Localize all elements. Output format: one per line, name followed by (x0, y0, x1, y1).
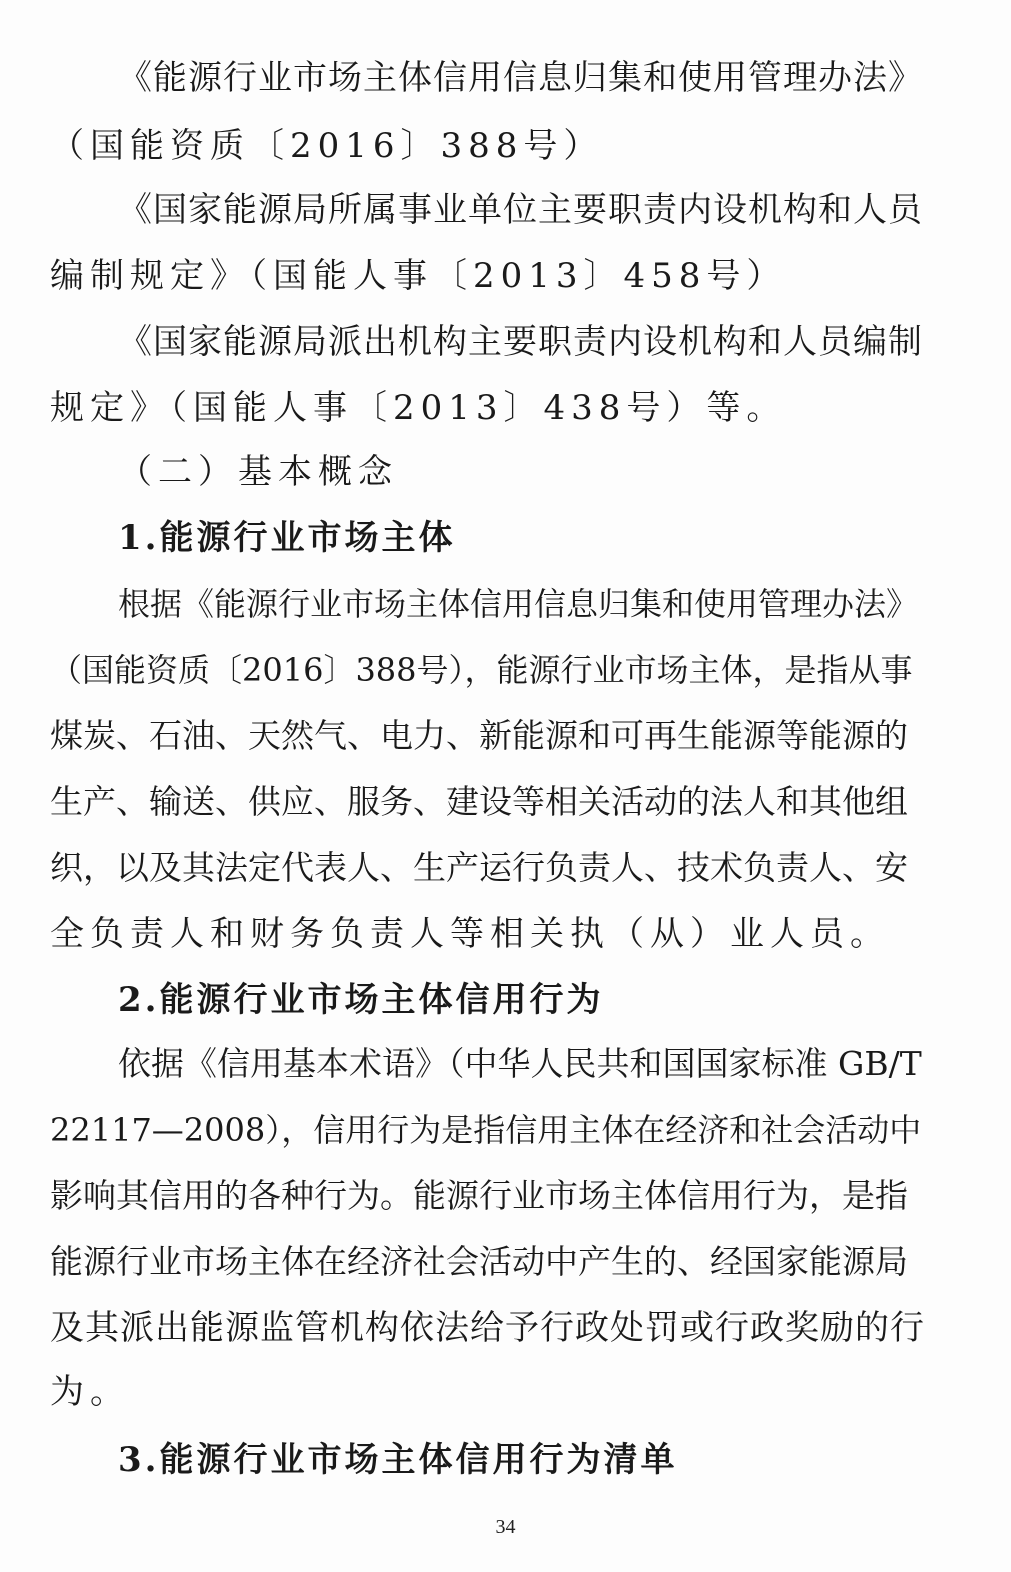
subsection-heading: 3.能源行业市场主体信用行为清单 (118, 1440, 678, 1480)
text-line: （国能资质〔2016〕388号），能源行业市场主体，是指从事 (50, 651, 913, 689)
text-line: 生产、输送、供应、服务、建设等相关活动的法人和其他组 (50, 782, 908, 821)
text-line: 煤炭、石油、天然气、电力、新能源和可再生能源等能源的 (50, 716, 908, 755)
text-line: 《能源行业市场主体信用信息归集和使用管理办法》 (118, 58, 923, 98)
text-line: 编制规定》（国能人事〔2013〕458号） (50, 256, 787, 296)
text-line: （国能资质〔2016〕388号） (50, 126, 604, 166)
text-line: 根据《能源行业市场主体信用信息归集和使用管理办法》 (118, 585, 919, 623)
text-line: 《国家能源局所属事业单位主要职责内设机构和人员 (118, 190, 923, 230)
text-line: 规定》（国能人事〔2013〕438号）等。 (50, 388, 787, 428)
text-line: 为。 (50, 1372, 130, 1412)
text-line: 能源行业市场主体在经济社会活动中产生的、经国家能源局 (50, 1242, 908, 1281)
text-line: 依据《信用基本术语》（中华人民共和国国家标准 GB/T (118, 1044, 922, 1083)
text-line: 全负责人和财务负责人等相关执（从）业人员。 (50, 914, 890, 954)
section-heading: （二）基本概念 (118, 452, 398, 492)
page-number: 34 (495, 1516, 516, 1538)
text-line: 22117—2008），信用行为是指信用主体在经济和社会活动中 (50, 1111, 922, 1149)
text-line: 织，以及其法定代表人、生产运行负责人、技术负责人、安 (50, 848, 908, 887)
subsection-heading: 2.能源行业市场主体信用行为 (118, 980, 604, 1020)
subsection-heading: 1.能源行业市场主体 (118, 518, 456, 558)
text-line: 影响其信用的各种行为。能源行业市场主体信用行为，是指 (50, 1176, 908, 1215)
text-line: 及其派出能源监管机构依法给予行政处罚或行政奖励的行 (50, 1308, 925, 1348)
text-line: 《国家能源局派出机构主要职责内设机构和人员编制 (118, 322, 923, 362)
